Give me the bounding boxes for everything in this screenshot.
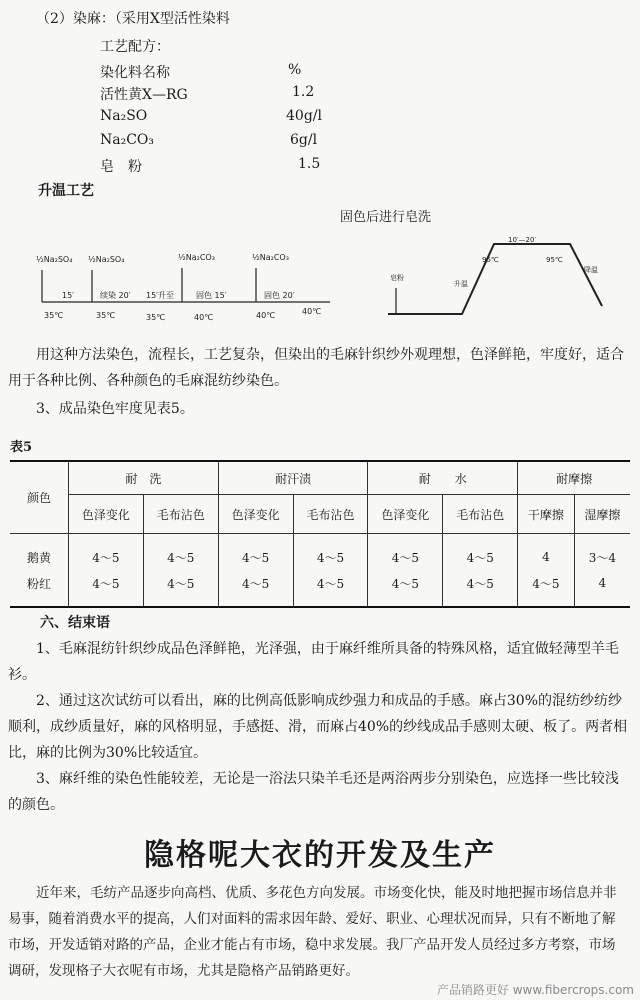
recipe-row-name: 皂 粉 [100, 159, 142, 175]
table-group-header: 耐汗渍 [218, 461, 368, 495]
addition-label: ½Na₂CO₃ [178, 253, 215, 262]
table-row [10, 534, 630, 571]
table-cell: 4 [518, 534, 575, 571]
recipe-header-unit: % [288, 62, 302, 78]
table-cell: 4～5 [69, 534, 144, 571]
section-heading: 六、结束语 [40, 615, 110, 631]
temp-label: 35℃ [96, 311, 116, 320]
recipe-row-name: Na₂SO [100, 108, 148, 124]
table-caption: 表5 [10, 440, 33, 455]
curve-label: 95℃ [482, 256, 499, 264]
curve-label: 降温 [584, 266, 598, 274]
table-sub-header: 色泽变化 [218, 495, 293, 534]
stage-label: 固色 20′ [264, 291, 295, 300]
stage-label: 15′升至 [146, 291, 174, 300]
table-row [10, 570, 630, 607]
recipe-row-name: Na₂CO₃ [100, 132, 155, 148]
table-cell: 4～5 [443, 570, 518, 607]
curve-label: 95℃ [546, 256, 563, 264]
recipe-header-name: 染化料名称 [100, 65, 170, 81]
table-cell: 4～5 [218, 570, 293, 607]
recipe-row-value: 1.5 [298, 156, 321, 172]
heating-title: 升温工艺 [38, 183, 94, 199]
body-paragraph: 用这种方法染色，流程长，工艺复杂，但染出的毛麻针织纱外观理想，色泽鲜艳，牢度好，适合用于各种比例、各种颜色的毛麻混纺纱染色。 [8, 347, 624, 389]
table-cell: 4～5 [443, 534, 518, 571]
temp-label: 40℃ [194, 313, 214, 322]
article-title: 隐格呢大衣的开发及生产 [144, 838, 496, 873]
body-paragraph: 近年来，毛纺产品逐步向高档、优质、多花色方向发展。市场变化快，能及时地把握市场信息并非易事，随着消费水平的提高，人们对面料的需求因年龄、爱好、职业、心理状况而异，只有不断地了解市场，开发适销对路的产品，企业才能占有市场，稳中求发展。我厂产品开发人员经过多方考察，市场调研，发现格子大衣呢有市场，尤其是隐格产品销路更好。 [8, 885, 617, 979]
stage-label: 续染 20′ [100, 291, 131, 300]
curve-label: 皂粉 [390, 274, 404, 282]
table-cell: 4～5 [518, 570, 575, 607]
curve-label: 升温 [454, 280, 468, 288]
table-group-header: 耐摩擦 [518, 461, 630, 495]
addition-label: ½Na₂SO₄ [36, 255, 73, 264]
table-sub-header: 毛布沾色 [143, 495, 218, 534]
recipe-row-value: 1.2 [292, 84, 315, 100]
table-cell: 粉红 [26, 576, 51, 591]
table-cell: 4～5 [143, 534, 218, 571]
table-sub-header: 色泽变化 [368, 495, 443, 534]
table-cell: 鹅黄 [26, 550, 51, 565]
body-paragraph: 3、麻纤维的染色性能较差，无论是一浴法只染羊毛还是两浴两步分别染色，应选择一些比较浅的颜色。 [8, 771, 619, 813]
table-cell: 4～5 [368, 534, 443, 571]
recipe-title: 工艺配方： [100, 39, 170, 55]
addition-label: ½Na₂CO₃ [252, 253, 289, 262]
soaping-process-diagram [384, 236, 610, 322]
table-sub-header: 干摩擦 [518, 495, 575, 534]
time-label: 10′—20′ [508, 236, 536, 244]
body-paragraph: 3、成品染色牢度见表5。 [36, 401, 194, 417]
watermark: 产品销路更好 www.fibercrops.com [436, 983, 634, 997]
table-cell: 4～5 [293, 534, 368, 571]
section-heading: （2）染麻：（采用X型活性染料 [36, 11, 230, 27]
table-sub-header: 毛布沾色 [443, 495, 518, 534]
table-cell: 4～5 [69, 570, 144, 607]
temp-label: 35℃ [44, 311, 64, 320]
table-cell: 4～5 [293, 570, 368, 607]
table-cell: 3～4 [574, 534, 630, 571]
dyeing-process-diagram [30, 240, 340, 326]
temp-label: 40℃ [256, 311, 276, 320]
recipe-row-value: 40g/l [286, 108, 322, 124]
body-paragraph: 2、通过这次试纺可以看出，麻的比例高低影响成纱强力和成品的手感。麻占30%的混纺纱纺纱顺利，成纱质量好，麻的风格明显，手感挺、滑，而麻占40%的纱线成品手感则太硬、板了。两者相比，麻的比例为30%比较适宜。 [8, 693, 628, 761]
table-sub-header: 毛布沾色 [293, 495, 368, 534]
stage-label: 固色 15′ [196, 291, 227, 300]
temp-label: 35℃ [146, 313, 166, 322]
table-cell: 4 [574, 570, 630, 607]
recipe-row-name: 活性黄X—RG [100, 87, 188, 103]
table-sub-header: 湿摩擦 [574, 495, 630, 534]
temp-label: 40℃ [302, 307, 322, 316]
body-paragraph: 1、毛麻混纺针织纱成品色泽鲜艳，光泽强，由于麻纤维所具备的特殊风格，适宜做轻薄型羊毛衫。 [8, 641, 619, 683]
fastness-table [10, 460, 630, 608]
table-header-color: 颜色 [26, 491, 51, 505]
stage-label: 15′ [62, 291, 74, 300]
table-sub-header: 色泽变化 [69, 495, 144, 534]
recipe-row-value: 6g/l [290, 132, 318, 148]
table-cell: 4～5 [143, 570, 218, 607]
table-group-header: 耐 水 [368, 461, 518, 495]
table-group-header: 耐 洗 [69, 461, 219, 495]
soap-title: 固色后进行皂洗 [340, 210, 432, 225]
table-cell: 4～5 [368, 570, 443, 607]
table-cell: 4～5 [218, 534, 293, 571]
addition-label: ½Na₂SO₄ [88, 255, 125, 264]
